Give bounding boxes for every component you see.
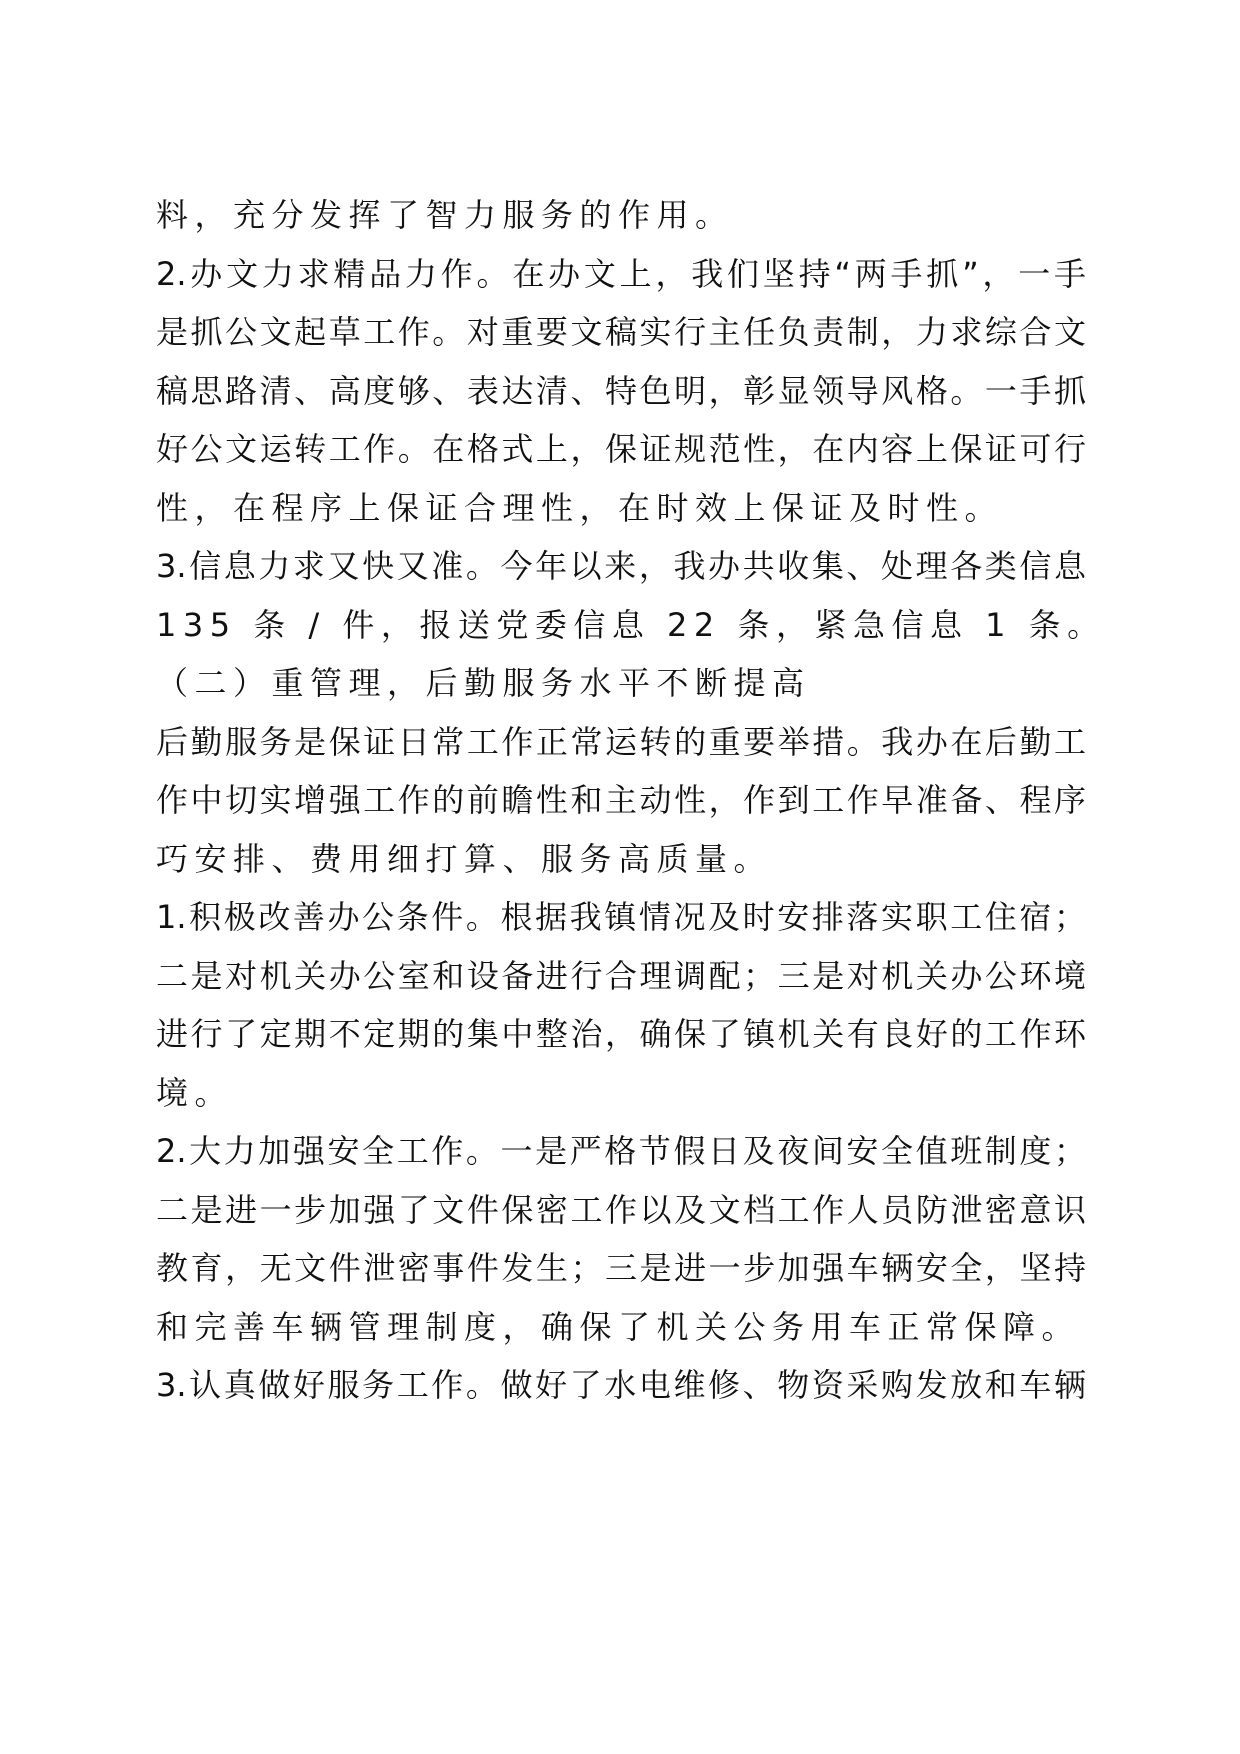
paragraph-line: 好公文运转工作。在格式上，保证规范性，在内容上保证可行 [156, 430, 1086, 468]
paragraph-line: 作中切实增强工作的前瞻性和主动性，作到工作早准备、程序 [156, 781, 1086, 819]
paragraph-line: 境。 [156, 1073, 234, 1112]
paragraph-line: 进行了定期不定期的集中整治，确保了镇机关有良好的工作环 [156, 1015, 1086, 1053]
paragraph-line: 135 条 / 件，报送党委信息 22 条，紧急信息 1 条。 [156, 605, 1106, 644]
paragraph-line: 稿思路清、高度够、表达清、特色明，彰显领导风格。一手抓 [156, 371, 1086, 410]
paragraph-line: 性，在程序上保证合理性，在时效上保证及时性。 [156, 488, 1004, 527]
paragraph-line: 3.信息力求又快又准。今年以来，我办共收集、处理各类信息 [156, 547, 1086, 585]
paragraph-line: 二是进一步加强了文件保密工作以及文档工作人员防泄密意识 [156, 1190, 1086, 1229]
paragraph-line: 2.办文力求精品力作。在办文上，我们坚持“两手抓”，一手 [156, 254, 1086, 293]
paragraph-line: 2.大力加强安全工作。一是严格节假日及夜间安全值班制度； [156, 1132, 1086, 1170]
paragraph-line: 料，充分发挥了智力服务的作用。 [156, 196, 734, 234]
paragraph-line: 教育，无文件泄密事件发生；三是进一步加强车辆安全，坚持 [156, 1249, 1086, 1287]
paragraph-line: 后勤服务是保证日常工作正常运转的重要举措。我办在后勤工 [156, 722, 1086, 761]
paragraph-line: 3.认真做好服务工作。做好了水电维修、物资采购发放和车辆 [156, 1366, 1086, 1404]
paragraph-line: 二是对机关办公室和设备进行合理调配；三是对机关办公环境 [156, 956, 1086, 995]
paragraph-line: 是抓公文起草工作。对重要文稿实行主任负责制，力求综合文 [156, 313, 1086, 351]
paragraph-line: 巧安排、费用细打算、服务高质量。 [156, 839, 773, 878]
section-heading: （二）重管理，后勤服务水平不断提高 [156, 664, 811, 702]
document-body [156, 186, 1106, 1415]
paragraph-line: 1.积极改善办公条件。根据我镇情况及时安排落实职工住宿； [156, 898, 1086, 936]
paragraph-line: 和完善车辆管理制度，确保了机关公务用车正常保障。 [156, 1307, 1081, 1346]
